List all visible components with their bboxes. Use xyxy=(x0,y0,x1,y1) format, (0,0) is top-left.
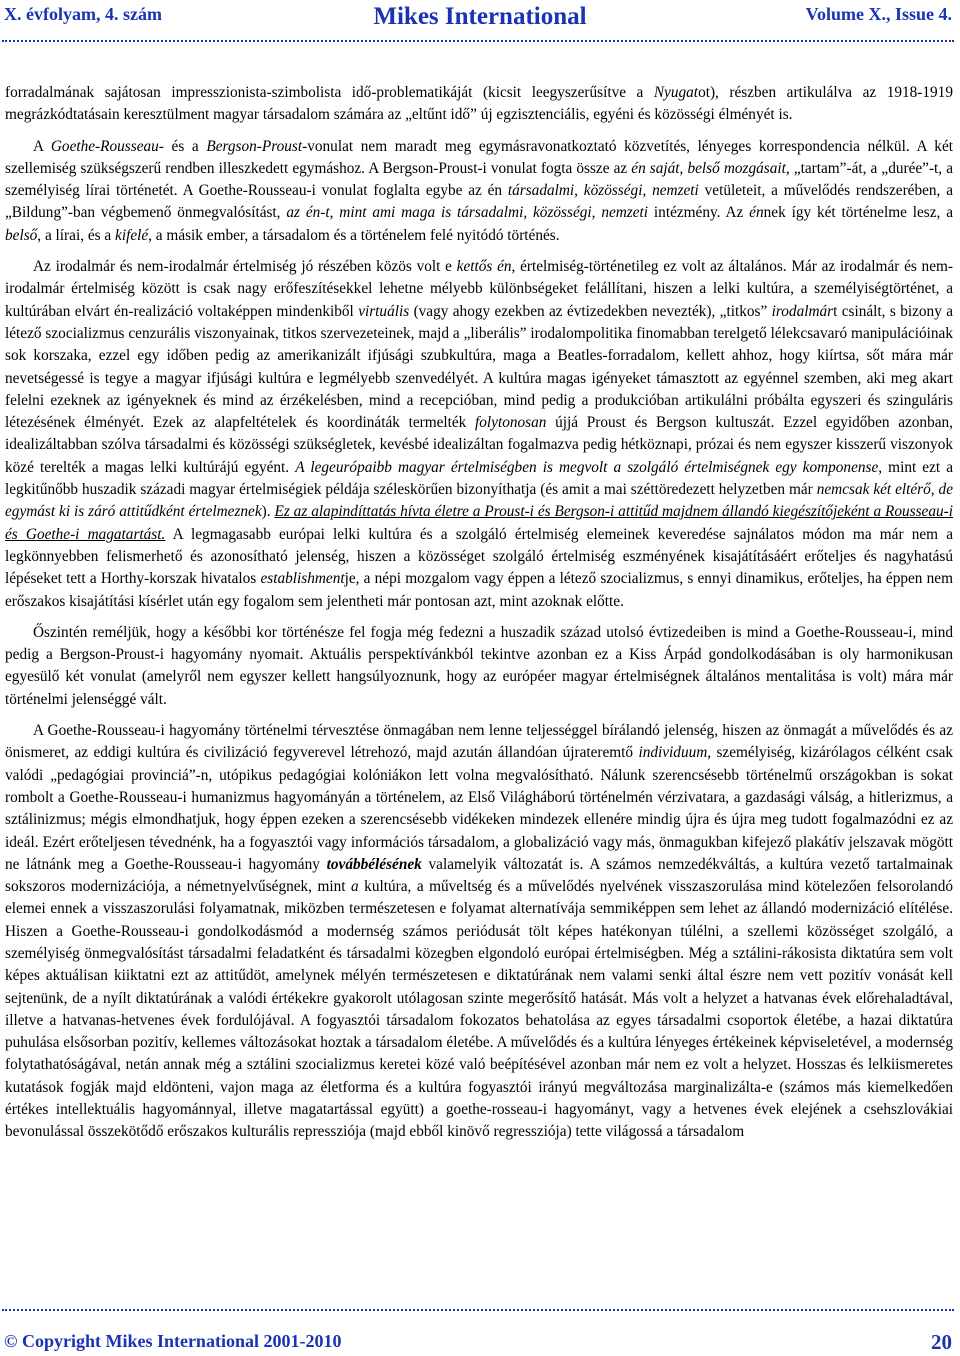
text-run: (vagy ahogy ezekben az évtizedekben nevezték), „titkos” xyxy=(409,302,772,320)
header-journal-title: Mikes International xyxy=(373,3,587,30)
header-divider xyxy=(2,40,954,42)
text-run: ot), részben artikulálva az 1918-1919 megrázkódtatásain keresztülment magyar társadalom számára az „eltűnt idő” új egzisztenciális, egyéni és közösségi élményét is. xyxy=(5,84,953,124)
text-run: és a xyxy=(163,137,207,155)
text-run: A legeurópaibb magyar értelmiségben is megvolt a szolgáló értelmiségnek egy komponense, xyxy=(295,458,883,476)
text-run: A Goethe-Rousseau-i hagyomány történelmi térvesztése önmagában nem lenne teljességgel bírálandó jelenség, hiszen az önmagát a művelődés és az önismeret, az eddigi kultúra és civilizáció fegyverevel létrehozó, majd azután állandóan újrateremtő xyxy=(5,722,953,762)
text-run: újjá Proust és Bergson kultuszát. Ezzel egyidőben azonban, idealizáltabban szólva társadalmi és közösségi szükségletek, kevésbé idealizáltan fogalmazva pedig hétköznapi, prózai és nem egyszer kisszerű viszonyok közé terelték a magas lelki kultúrájú egyént. xyxy=(5,414,953,476)
text-run: , a másik ember, a társadalom és a történelem felé nyitódó történés. xyxy=(148,226,560,244)
text-run: az én-t, mint ami maga is társadalmi, közösségi, nemzeti xyxy=(286,204,649,222)
text-run: a xyxy=(351,878,359,896)
paragraph xyxy=(5,82,953,127)
text-run: Az irodalmár és nem-irodalmár értelmiség jó részében közös volt e xyxy=(33,258,457,276)
text-run: Nyugat xyxy=(653,84,699,101)
text-run: vetületeit, a művelődés rendszerében, a „Bildung”-ban végbemenő önmegvalósítást, xyxy=(5,182,953,222)
text-run: társadalmi, közösségi, nemzeti xyxy=(507,182,699,200)
text-run: belső xyxy=(5,226,38,244)
text-run: A xyxy=(33,137,51,155)
text-run: forradalmának sajátosan impresszionista-szimbolista idő-problematikáját (kicsit leegyszerűsítve a xyxy=(5,84,654,101)
text-run: folytonosan xyxy=(475,414,547,432)
text-run: virtuális xyxy=(358,302,410,320)
paragraph xyxy=(5,256,953,613)
header-issue-hu: X. évfolyam, 4. szám xyxy=(4,4,162,24)
text-run: nek így két történelme lesz, a xyxy=(763,204,954,222)
text-run: intézmény. Az xyxy=(648,204,750,222)
text-run: , személyiség, kizárólagos célként csak valódi „pedagógiai provinciá”-n, utópikus pedagógiai kolóniákon lett volna megvalósítható. Nálunk szerencsésebb történelmű országokban is sokat rombolt a Goethe-Rousseau-i humanizmus hagyományán a történelem, az Első Világháború történelmén vérzivatara, a gazdasági válság, a hitlerizmus, a sztálinizmus; mégis elmondhatjuk, hogy éppen ezeken a szerencsésebb vidékeken mindezek ellenére mindig újra és újra meg tudott fogalmazódni ez az ideál. Ezért erőteljesen tévednénk, ha a fogyasztói vagy információs társadalom, a globalizáció vagy más, önmagukban kifejező plakátív jelszavak mögött ne látnánk meg a Goethe-Rousseau-i hagyomány xyxy=(5,744,954,873)
text-run: , „tartam”-át, a „durée”-t, a személyiség lírai történetét. A Goethe-Rousseau-i vonulat foglalta egybe az én xyxy=(5,159,954,200)
text-run: valamelyik változatát is. A számos nemzedékváltás, a kultúra vezető tartalmainak sokszoros modernizációja, a németnyelvűségnek, mint xyxy=(5,855,953,896)
paragraph xyxy=(5,622,953,711)
text-run: Goethe-Rousseau- xyxy=(50,137,164,155)
text-run: mint ezt a legkitűnőbb huszadik századi magyar értelmiségiek példája széleskörűen bizonyíthatja (és amit a mai széttöredezett helyzetben már xyxy=(5,458,954,499)
paragraph xyxy=(5,136,953,247)
footer-divider xyxy=(2,1309,954,1311)
text-run: individuum xyxy=(638,744,708,762)
text-run: Bergson-Proust xyxy=(206,137,303,155)
text-run: je, a népi mozgalom vagy éppen a létező szocializmus, s ennyi dinamikus, erőteljes, ha éppen nem erőszakos kisajátítási kísérlet után egy fogalom sem jelentheti már pontosan azt, mint azoknak előtte. xyxy=(5,570,953,610)
text-run: Ez az alapindíttatás hívta életre a Proust-i és Bergson-i attitűd majdnem állandó kiegészítőjeként a Rousseau-i és Goethe-i magatartást. xyxy=(5,503,953,543)
paragraph xyxy=(5,720,953,1144)
text-run: irodalmár xyxy=(771,302,834,320)
text-run: -vonulat nem maradt meg egymásravonatkoztató közvetítés, lényeges korrespondencia nélkül. A két szellemiség szükségszerű rendben illeszkedett egymáshoz. A Bergson-Proust-i vonulat fogta össze az xyxy=(5,137,953,177)
text-run: Őszintén reméljük, hogy a későbbi kor történésze fel fogja még fedezni a huszadik század utolsó évtizedeiben is mind a Goethe-Rousseau-i, mind pedig a Bergson-Proust-i hagyomány nyomait. Aktuális perspektívánkból tekintve azonban ez a Kiss Árpád gondolkodásában is oly harmonikusan egyesülő két vonulat (amelyről nem egyszer kellett hangsúlyoznunk, hogy az európéer magyar értelmiségnek általános mentalitása is volt) mára már történelmi jelenséggé vált. xyxy=(5,623,953,708)
text-run: A legmagasabb európai lelki kultúra és a szolgáló értelmiség elemeinek keveredése sajnálatos módon ma már nem a legkönnyebben felismerhető és azonosítható jelenség, hiszen a közösséget szolgáló értelmiség eszményének kisajátításáért erőteljes és nagyhatású lépéseket tett a Horthy-korszak hivatalos xyxy=(5,525,953,588)
text-run: én saját, belső mozgásait xyxy=(631,159,786,177)
text-run: én xyxy=(749,204,764,222)
text-run: kifelé xyxy=(115,226,149,244)
page-header xyxy=(0,0,960,40)
page-number: 20 xyxy=(931,1330,952,1354)
text-run: ). xyxy=(261,503,275,521)
article-body xyxy=(5,82,953,1153)
footer-copyright: © Copyright Mikes International 2001-2010 xyxy=(4,1331,342,1351)
text-run: kultúra, a műveltség és a művelődés nyelvének visszaszorulása mind kötelezően felsorolandó elemei ennek a visszaszorulási folyamatnak, miközben természetesen e folyamat alternatívája semmiképpen sem lehet az állandó modernizáció elítélése. Hiszen a Goethe-Rousseau-i gondolkodásmód a modernség számos periódusát tölt képes hatékonyan túlélni, a szellemi közösséget szolgáló, a személyiség önmegvalósítást társadalmi feladatként és társadalmi közegben elgondoló európai értelmiségben. Még a sztálini-rákosista diktatúra sem volt képes aktuálisan kiiktatni ezt az attitűdöt, amelynek mélyén természetesen e diktatúrának nem valami senki által észre nem vett pozitív vonását kell sejtenünk, de a nyílt diktatúrának a valódi értékekre gyakorolt utólagosan szinte megerősítő hatását. Más volt a helyzet a hatvanas évek előrehaladtával, illetve a hatvanas-hetvenes évek fordulójával. A fogyasztói társadalom fokozatos behatolása az egyes társadalmi csoportok életébe, a hazai diktatúra puhulása elsősorban pozitív, kellemes változásokat hoztak a társadalom életébe. A művelődés és a kultúra lényeges értékeinek képviseletével, a modernség folytathatóságával, netán annak még a sztálini szocializmus keretei közé való beépítésével azonban már nem ez volt a helyzet. Hosszas és lelkiismeretes kutatások fogják majd eldönteni, vajon maga az életforma és a kultúra fogyasztói irányú megváltozása marginalizálta-e (számos más kiemelkedően értékes intellektuális hagyománnyal, illetve magatartással együtt) a goethe-rosseau-i hagyományt, vagy a hetvenes évek elejének a csehszlovákiai bevonulással összekötődő erőszakos kulturális repressziója (majd ebből kinövő regressziója) tette világossá a társadalom xyxy=(5,878,953,1141)
text-run: , értelmiség-történetileg ez volt az általános. Már az irodalmár és nem-irodalmár értelmiség között is csak nagy erőfeszítésekkel lehetne mélyebb különbségeket felállítani, hiszen a lelki kultúra, a személyiségtörténet, a kultúrában elvárt én-realizáció voltaképpen mindenkiből xyxy=(5,258,953,320)
text-run: t csinált, s bizony a létező szocializmus cenzurális viszonyainak, titkos szervezeteinek, majd a „liberális” irodalompolitika finomabban terelgető lélekcsavaró manipulációinak sok korszaka, ezzel egy időben pedig az amerikanizált ifjúsági szubkultúra, maga a Beatles-forradalom, kellett ahhoz, hogy kiírtsa, sőt mára már nevetségessé is tegye a magyar ifjúsági kultúra e legmélyebb szenvedélyét. A kultúra magas igényeket támasztott az egyénnel szemben, aki meg akart felelni ezeknek az igényeknek és mind az érzékelésben, mind a recepcióban, mind pedig a produkcióban artikulálni próbálta egyszeri és szinguláris létezésének élményét. Ezek az alapfeltételek és koordináták termelték xyxy=(5,302,954,432)
text-run: továbbélésének xyxy=(326,855,422,873)
text-run: , a lírai, és a xyxy=(37,226,116,244)
text-run: establishment xyxy=(260,570,345,588)
header-issue-en: Volume X., Issue 4. xyxy=(805,4,952,24)
text-run: nemcsak két eltérő, de egymást ki is záró attitűdként értelmeznek xyxy=(5,481,953,521)
text-run: kettős én xyxy=(456,258,512,276)
